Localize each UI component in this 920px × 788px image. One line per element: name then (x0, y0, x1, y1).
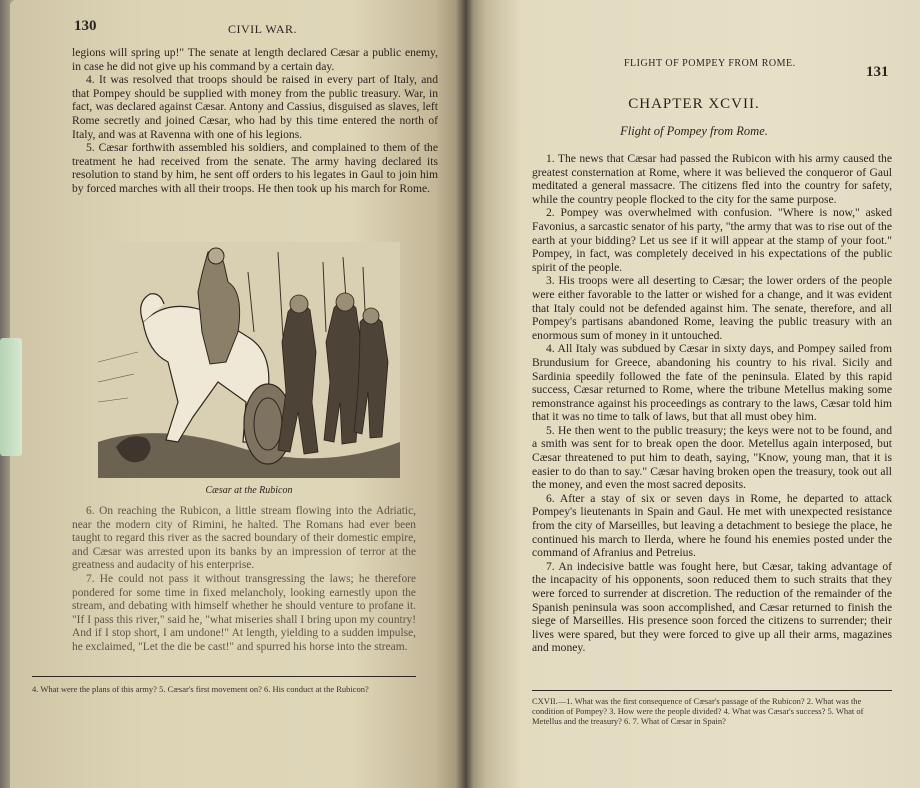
paragraph: legions will spring up!" The senate at length declared Cæsar a public enemy, in case he did not give up his command by a certain day. (72, 46, 438, 73)
footnote-rule-right (532, 690, 892, 691)
paragraph: 3. His troops were all deserting to Cæsar; the lower orders of the people were either favorable to the latter or wished for a change, and it was evident that Italy could not be defended against him. The senate, therefore, and all Pompey's partisans abandoned Rome, leaving the public treasury with an enormous sum of money in it untouched. (532, 274, 892, 342)
left-page (10, 0, 462, 788)
chapter-subtitle: Flight of Pompey from Rome. (620, 124, 768, 138)
left-text-bottom (72, 505, 416, 655)
paragraph: 5. He then went to the public treasury; the keys were not to be found, and a smith was sent for to break open the door. Metellus again interposed, but Cæsar threatened to put him to death, saying, "Know, young man, that it is easier to do than to say." Cæsar having broken open the treasury, took out all the money, and even the most sacred deposits. (532, 423, 892, 492)
book-gutter (456, 0, 474, 788)
paragraph: 4. It was resolved that troops should be raised in every part of Italy, and that Pompey should be supplied with money from the public treasury. War, in fact, was declared against Cæsar. Antony and Cassius, disguised as slaves, left Rome secretly and joined Cæsar, who had by this time entered the north of Italy, and was at Ravenna with one of his legions. (72, 73, 438, 141)
chapter-title: CHAPTER XCVII. (628, 96, 760, 112)
paragraph: 4. All Italy was subdued by Cæsar in sixty days, and Pompey sailed from Brundusium for Greece, abandoning his country to his rival. Sicily and Sardinia speedily followed the fate of the peninsula. Elated by this rapid success, Cæsar returned to Rome, where the tribune Metellus making some remonstrance against his proceedings as contrary to the laws, Cæsar told him that it was no time to talk of laws, but that all must obey him. (532, 342, 892, 424)
paragraph: 2. Pompey was overwhelmed with confusion. "Where is now," asked Favonius, a sarcastic senator of his party, "the army that was to rise out of the earth at your bidding? Let us see if it will appear at the stamp of your foot." Pompey, in fact, was completely deceived in his expectations of the public spirit of the people. (532, 206, 892, 274)
paragraph: 7. An indecisive battle was fought here, but Cæsar, taking advantage of the incapacity of his opponents, soon reduced them to such straits that they were forced to surrender at discretion. The reduction of the remainder of the Spanish peninsula was soon accomplished, and Cæsar returned to finish the siege of Marseilles. His presence soon forced the citizens to surrender; their lives were spared, but they were forced to give up all their arms, magazines and money. (532, 559, 892, 655)
right-text (532, 152, 892, 655)
left-text-top (72, 46, 438, 196)
footnote-right: CXVII.—1. What was the first consequence of Cæsar's passage of the Rubicon? 2. What was the condition of Pompey? 3. How were the people divided? 4. What was Cæsar's success? 5. What of Metellus and the treasury? 6. 7. What of Cæsar in Spain? (532, 696, 864, 726)
right-page (468, 0, 920, 788)
caesar-rubicon-engraving (98, 242, 400, 478)
paragraph: 7. He could not pass it without transgressing the laws; he therefore pondered for some time in fixed melancholy, looking earnestly upon the stream, and debating with himself whether he should venture to profane it. "If I pass this river," said he, "what miseries shall I bring upon my country! And if I stop short, I am undone!" At length, yielding to a sudden impulse, he exclaimed, "Let the die be cast!" and spurred his horse into the stream. (72, 572, 416, 653)
paragraph: 5. Cæsar forthwith assembled his soldiers, and complained to them of the treatment he had received from the senate. The army having declared its resolution to stand by him, he sent off orders to his legates in Gaul to join him by forced marches with all their troops. He then took up his march for Rome. (72, 141, 438, 195)
running-head-right: FLIGHT OF POMPEY FROM ROME. (624, 58, 796, 69)
running-head-left: CIVIL WAR. (228, 22, 297, 36)
paragraph: 6. After a stay of six or seven days in Rome, he departed to attack Pompey's lieutenants in Spain and Gaul. He met with unexpected resistance from the city of Marseilles, but leaving a detachment to besiege the place, he continued his march to Ilerda, where he found his enemies posted under the command of Afranius and Petreius. (532, 491, 892, 560)
paragraph: 6. On reaching the Rubicon, a little stream flowing into the Adriatic, near the modern city of Rimini, he halted. The Romans had ever been taught to regard this river as the sacred boundary of their domestic empire, and Cæsar was arrested upon its banks by an impression of terror at the greatness and audacity of his enterprise. (72, 505, 416, 572)
page-number-right: 131 (866, 64, 889, 80)
footnote-left: 4. What were the plans of this army? 5. Cæsar's first movement on? 6. His conduct at the Rubicon? (32, 684, 369, 694)
footnote-rule-left (32, 676, 416, 677)
paragraph: 1. The news that Cæsar had passed the Rubicon with his army caused the greatest consternation at Rome, where it was believed the conqueror of Gaul meditated a general massacre. The citizens fled into the country for safety, while the country people flocked to the city for the same purpose. (532, 152, 892, 206)
page-number-left: 130 (74, 18, 97, 34)
bookmark-tab (0, 338, 22, 456)
illustration-caption: Cæsar at the Rubicon (205, 485, 293, 496)
